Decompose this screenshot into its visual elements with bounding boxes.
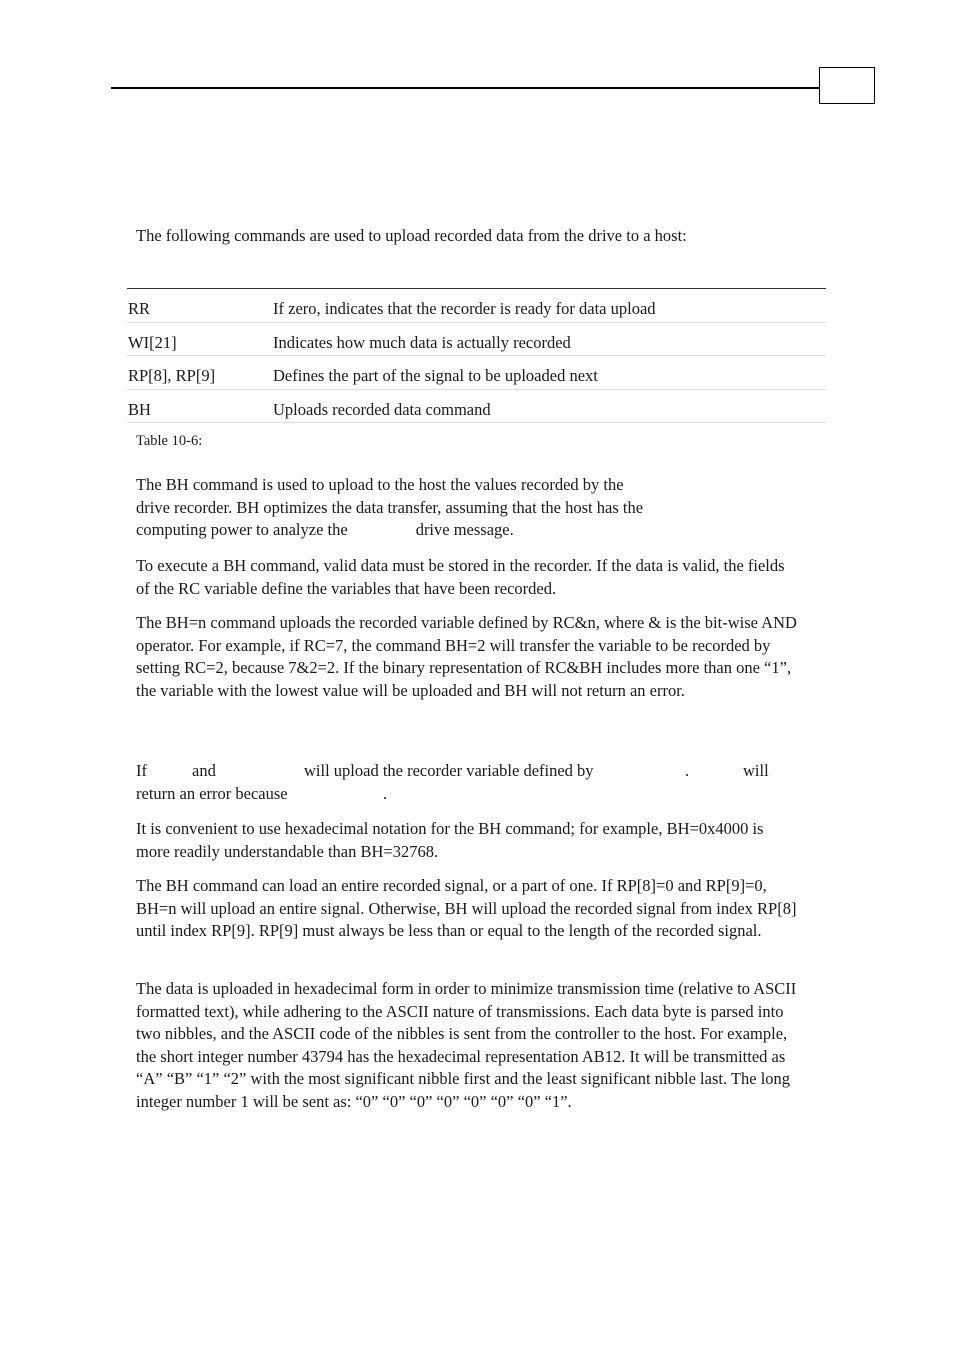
upload-format-paragraph: The data is uploaded in hexadecimal form in order to minimize transmission time (relative to ASCII formatted text), while adhering to the ASCII nature of transmissions. Each data byte is parsed into two nibbles, and the ASCII code of the nibbles is sent from the controller to the host. For example, the short integer number 43794 has the hexadecimal representation AB12. It will be transmitted as “A” “B” “1” “2” with the most significant nibble first and the least significant nibble last. The long integer number 1 will be sent as: “0” “0” “0” “0” “0” “0” “0” “1”.	[136, 979, 797, 1111]
text-fragment: .	[685, 761, 690, 780]
paragraph-line: drive recorder. BH optimizes the data transfer, assuming that the host has the	[136, 497, 644, 517]
text-fragment: If	[136, 761, 147, 780]
bh-n-paragraph: The BH=n command uploads the recorded variable defined by RC&n, where & is the bit-wise AND operator. For example, if RC=7, the command BH=2 will transfer the variable to be recorded by setting RC=2, because 7&2=2. If the binary representation of RC&BH includes more than one “1”, the variable with the lowest value will be uploaded and BH will not return an error.	[136, 613, 797, 700]
valid-data-paragraph: To execute a BH command, valid data must be stored in the recorder. If the data is valid, the fields of the RC variable define the variables that have been recorded.	[136, 556, 785, 598]
page-number-box	[819, 67, 875, 104]
table-row	[127, 390, 826, 424]
text-fragment: and	[192, 761, 216, 780]
table-cell-command: RR	[128, 299, 151, 318]
table-row	[127, 289, 826, 323]
table-row	[127, 323, 826, 357]
bh-intro-paragraph	[136, 474, 800, 542]
text-fragment: drive message.	[415, 520, 514, 540]
paragraph-line	[136, 519, 800, 542]
example-paragraph	[136, 760, 800, 805]
partial-signal-paragraph: The BH command can load an entire recorded signal, or a part of one. If RP[8]=0 and RP[9]=0, BH=n will upload an entire signal. Otherwise, BH will upload the recorded signal from index RP[8] until index RP[9]. RP[9] must always be less than or equal to the length of the recorded signal.	[136, 876, 797, 941]
table-caption: Table 10-6:	[136, 433, 203, 449]
paragraph-line	[136, 760, 800, 783]
table-cell-description: Indicates how much data is actually recorded	[273, 332, 571, 352]
text-fragment: return an error because	[136, 783, 288, 803]
text-fragment: computing power to analyze the	[136, 520, 348, 540]
table-cell-command: WI[21]	[128, 332, 177, 352]
table-cell-description: If zero, indicates that the recorder is ready for data upload	[273, 299, 656, 318]
header-rule	[111, 87, 819, 89]
text-fragment: will	[743, 761, 769, 780]
table-cell-command: RP[8], RP[9]	[128, 366, 216, 385]
intro-paragraph: The following commands are used to upload recorded data from the drive to a host:	[136, 226, 687, 245]
table-cell-command: BH	[128, 399, 151, 419]
text-fragment: .	[383, 783, 388, 803]
table-row	[127, 356, 826, 390]
table-cell-description: Defines the part of the signal to be uploaded next	[273, 366, 598, 385]
commands-table	[127, 288, 826, 423]
paragraph-line	[136, 783, 800, 806]
text-fragment: will upload the recorder variable defined by	[304, 761, 594, 780]
hex-notation-paragraph: It is convenient to use hexadecimal notation for the BH command; for example, BH=0x4000 is more readily understandable than BH=32768.	[136, 819, 764, 861]
table-cell-description: Uploads recorded data command	[273, 399, 491, 419]
paragraph-line: The BH command is used to upload to the host the values recorded by the	[136, 475, 624, 494]
